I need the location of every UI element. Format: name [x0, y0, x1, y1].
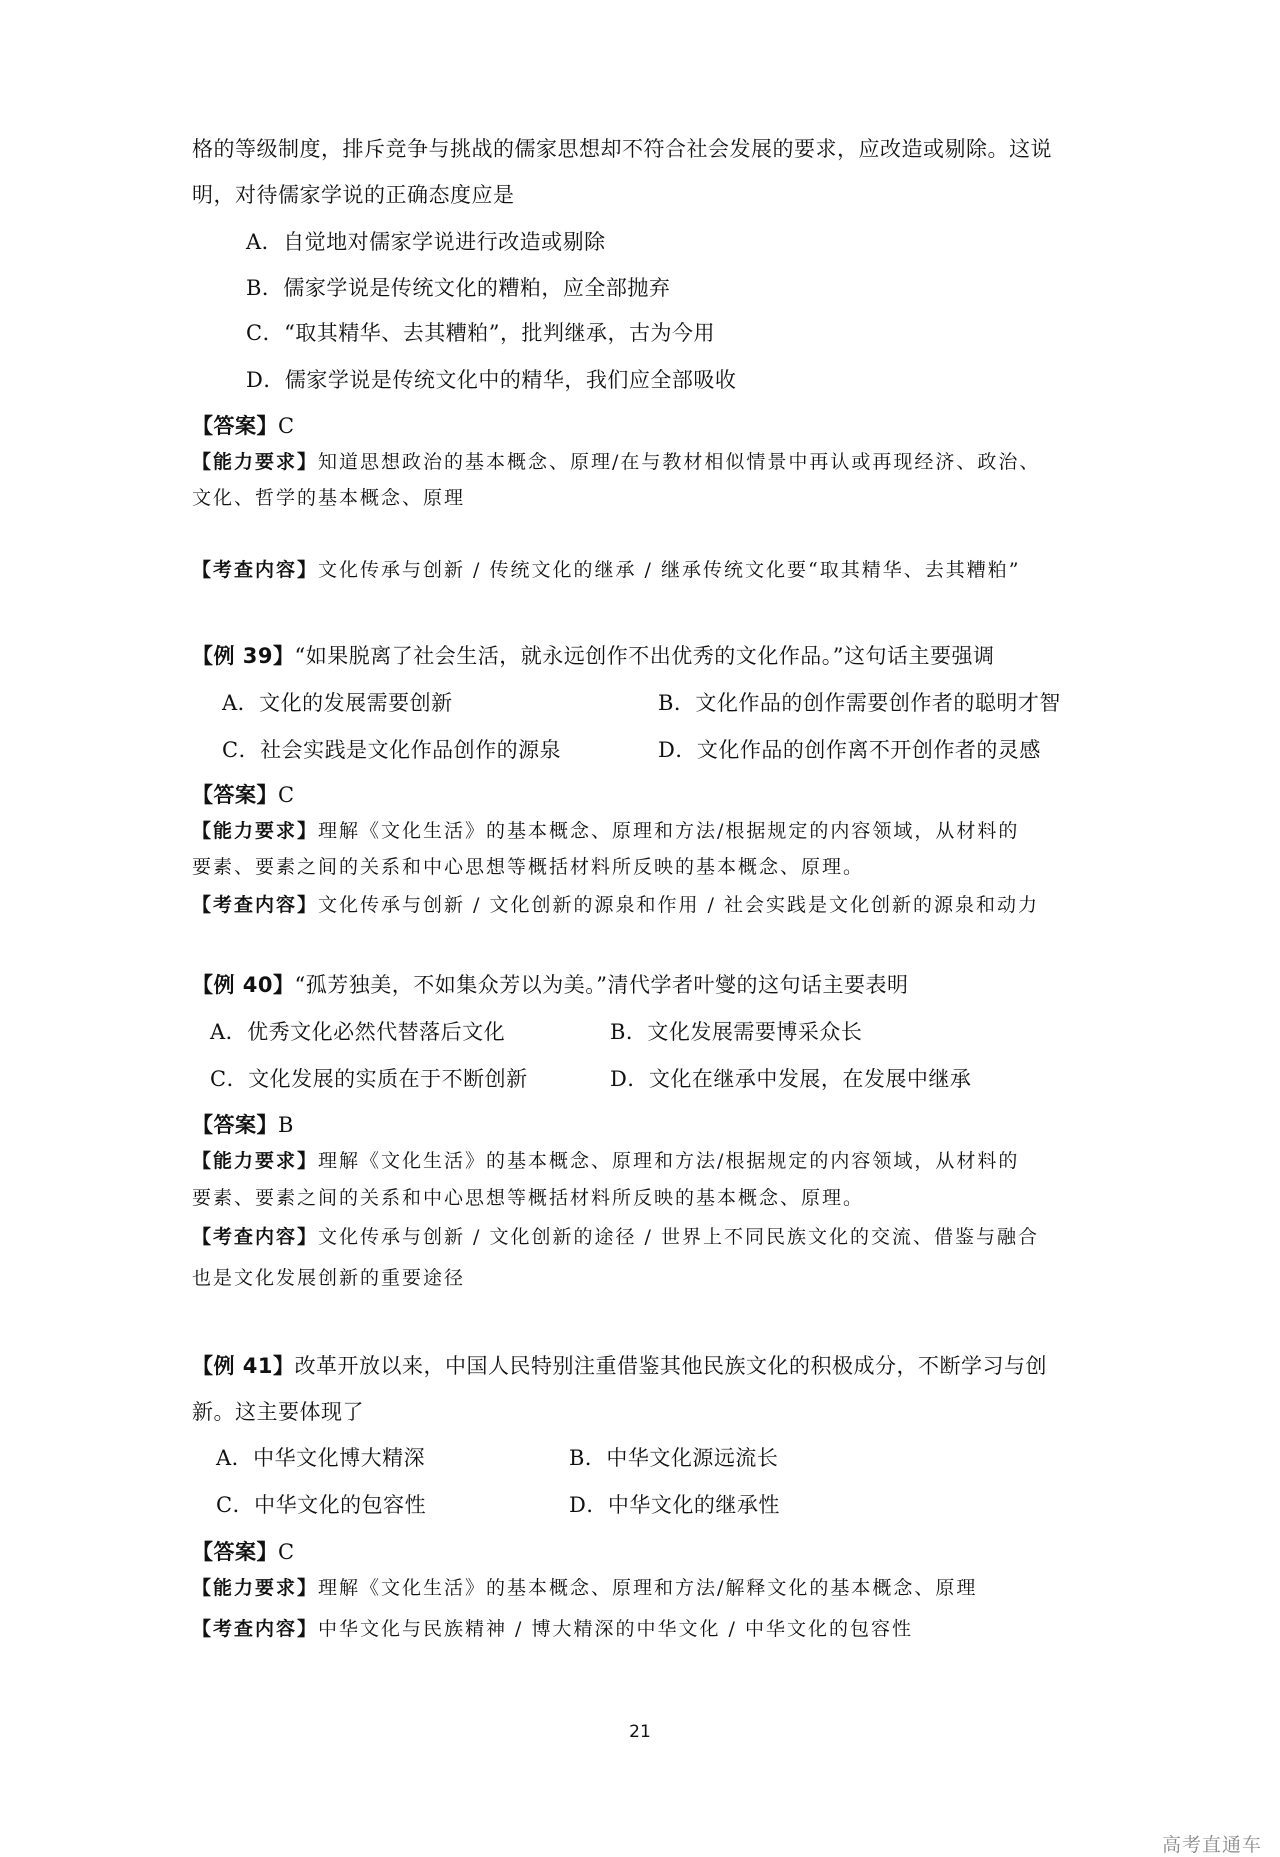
- question-text: “如果脱离了社会生活，就永远创作不出优秀的文化作品。”这句话主要强调: [294, 644, 995, 668]
- answer-value: C: [278, 1540, 295, 1564]
- q40-option-b: B．文化发展需要博采众长: [610, 1020, 863, 1044]
- q41-ability: [192, 1573, 977, 1603]
- q40-option-c: C．文化发展的实质在于不断创新: [210, 1067, 528, 1091]
- q38-option-a: A．自觉地对儒家学说进行改造或剔除: [246, 230, 606, 254]
- q38-option-b: B．儒家学说是传统文化的糟粕，应全部抛弃: [246, 276, 671, 300]
- ability-label: 【能力要求】: [192, 1150, 319, 1172]
- content-label: 【考查内容】: [192, 559, 319, 581]
- q41-stem-line2: 新。这主要体现了: [192, 1400, 364, 1424]
- q41-option-d: D．中华文化的继承性: [569, 1493, 780, 1517]
- answer-label: 【答案】: [192, 1540, 278, 1564]
- ability-label: 【能力要求】: [192, 451, 319, 473]
- q41-answer: [192, 1537, 295, 1567]
- q40-answer: [192, 1110, 294, 1140]
- q40-stem: [192, 970, 909, 1000]
- ability-label: 【能力要求】: [192, 1577, 319, 1599]
- content-text: 中华文化与民族精神 / 博大精深的中华文化 / 中华文化的包容性: [318, 1618, 913, 1640]
- q41-option-a: A．中华文化博大精深: [216, 1446, 426, 1470]
- watermark: 高考直通车: [1161, 1834, 1262, 1856]
- q40-ability-line2: 要素、要素之间的关系和中心思想等概括材料所反映的基本概念、原理。: [192, 1187, 865, 1209]
- q39-option-d: D．文化作品的创作离不开创作者的灵感: [658, 738, 1041, 762]
- q39-option-b: B．文化作品的创作需要创作者的聪明才智: [658, 691, 1061, 715]
- q39-ability-line2: 要素、要素之间的关系和中心思想等概括材料所反映的基本概念、原理。: [192, 856, 865, 878]
- q38-stem-line2: 明，对待儒家学说的正确态度应是: [192, 183, 515, 207]
- q38-stem-line1: 格的等级制度，排斥竞争与挑战的儒家思想却不符合社会发展的要求，应改造或剔除。这说: [192, 137, 1052, 161]
- q39-ability: [192, 816, 1019, 846]
- ability-text: 知道思想政治的基本概念、原理/在与教材相似情景中再认或再现经济、政治、: [318, 451, 1041, 473]
- answer-value: B: [278, 1113, 294, 1137]
- q39-option-c: C．社会实践是文化作品创作的源泉: [222, 738, 562, 762]
- q40-content-line2: 也是文化发展创新的重要途径: [192, 1267, 466, 1289]
- content-label: 【考查内容】: [192, 1226, 319, 1248]
- q38-answer: [192, 411, 295, 441]
- content-text: 文化传承与创新 / 传统文化的继承 / 继承传统文化要“取其精华、去其糟粕”: [318, 559, 1021, 581]
- content-text: 文化传承与创新 / 文化创新的源泉和作用 / 社会实践是文化创新的源泉和动力: [318, 894, 1039, 916]
- ability-text: 理解《文化生活》的基本概念、原理和方法/解释文化的基本概念、原理: [318, 1577, 978, 1599]
- question-label: 【例 40】: [192, 973, 295, 997]
- page-number: 21: [629, 1722, 651, 1742]
- q38-option-d: D．儒家学说是传统文化中的精华，我们应全部吸收: [246, 368, 737, 392]
- ability-text: 理解《文化生活》的基本概念、原理和方法/根据规定的内容领域，从材料的: [318, 820, 1020, 842]
- ability-label: 【能力要求】: [192, 820, 319, 842]
- q38-ability-line2: 文化、哲学的基本概念、原理: [192, 487, 466, 509]
- content-text: 文化传承与创新 / 文化创新的途径 / 世界上不同民族文化的交流、借鉴与融合: [318, 1226, 1039, 1248]
- answer-value: C: [278, 783, 295, 807]
- q41-option-c: C．中华文化的包容性: [216, 1493, 427, 1517]
- answer-label: 【答案】: [192, 783, 278, 807]
- q40-ability: [192, 1146, 1019, 1176]
- q39-answer: [192, 780, 295, 810]
- question-label: 【例 41】: [192, 1354, 295, 1378]
- answer-label: 【答案】: [192, 414, 278, 438]
- q41-stem: [192, 1351, 1047, 1381]
- content-label: 【考查内容】: [192, 894, 319, 916]
- q40-option-d: D．文化在继承中发展，在发展中继承: [610, 1067, 972, 1091]
- answer-value: C: [278, 414, 295, 438]
- q40-content: [192, 1222, 1039, 1252]
- q39-content: [192, 890, 1039, 920]
- q40-option-a: A．优秀文化必然代替落后文化: [210, 1020, 506, 1044]
- question-text: “孤芳独美，不如集众芳以为美。”清代学者叶燮的这句话主要表明: [294, 973, 909, 997]
- q38-content: [192, 555, 1020, 585]
- q41-option-b: B．中华文化源远流长: [569, 1446, 779, 1470]
- q39-stem: [192, 641, 995, 671]
- question-label: 【例 39】: [192, 644, 295, 668]
- q41-content: [192, 1614, 913, 1644]
- question-text: 改革开放以来，中国人民特别注重借鉴其他民族文化的积极成分，不断学习与创: [294, 1354, 1048, 1378]
- q39-option-a: A．文化的发展需要创新: [222, 691, 453, 715]
- ability-text: 理解《文化生活》的基本概念、原理和方法/根据规定的内容领域，从材料的: [318, 1150, 1020, 1172]
- q38-ability: [192, 447, 1040, 477]
- q38-option-c: C．“取其精华、去其糟粕”，批判继承，古为今用: [246, 321, 716, 345]
- answer-label: 【答案】: [192, 1113, 278, 1137]
- content-label: 【考查内容】: [192, 1618, 319, 1640]
